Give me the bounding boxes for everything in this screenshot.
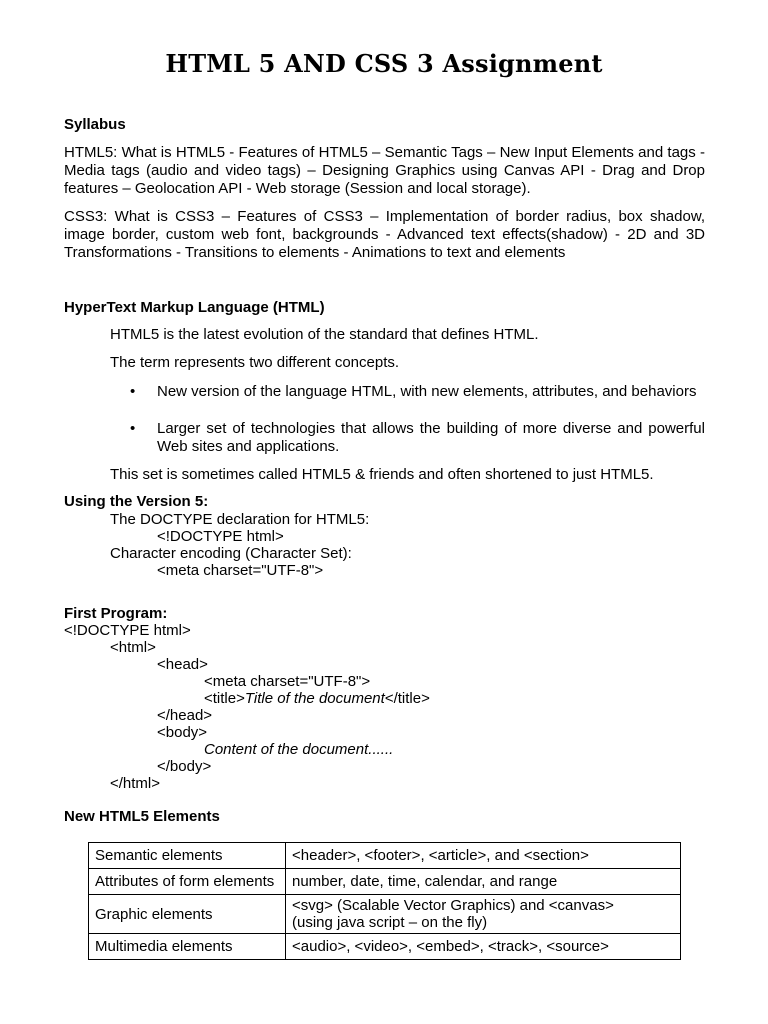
code-fragment: <title> (204, 690, 245, 707)
version5-line: The DOCTYPE declaration for HTML5: (110, 511, 370, 528)
table-cell-items: <header>, <footer>, <article>, and <section> (286, 843, 681, 869)
first-program-heading: First Program: (64, 605, 168, 622)
table-cell-items: number, date, time, calendar, and range (286, 869, 681, 895)
syllabus-heading: Syllabus (64, 116, 126, 133)
code-fragment-italic: Title of the document (244, 690, 385, 707)
table-cell-items (286, 895, 681, 934)
html-section-paragraph-2: The term represents two different concepts. (110, 354, 400, 371)
html-section-paragraph-1: HTML5 is the latest evolution of the standard that defines HTML. (110, 326, 539, 343)
code-line: Content of the document...... (204, 741, 394, 758)
table-cell-category: Attributes of form elements (89, 869, 286, 895)
table-cell-items: <audio>, <video>, <embed>, <track>, <source> (286, 934, 681, 960)
table-row (89, 843, 681, 869)
bullet-item: New version of the language HTML, with new elements, attributes, and behaviors (157, 383, 697, 400)
table-row (89, 895, 681, 934)
table-cell-items-line: (using java script – on the fly) (292, 914, 488, 931)
bullet-dot: • (130, 383, 136, 400)
new-elements-table (88, 842, 681, 960)
code-line: <html> (110, 639, 156, 656)
bullet-dot: • (130, 420, 136, 437)
code-line: </body> (157, 758, 212, 775)
code-line-title (204, 690, 430, 708)
code-fragment: </title> (384, 690, 430, 707)
table-cell-items-line: <svg> (Scalable Vector Graphics) and <canvas> (292, 897, 614, 914)
code-line: </html> (110, 775, 161, 792)
table-cell-category: Semantic elements (89, 843, 286, 869)
bullet-item: Larger set of technologies that allows the building of more diverse and powerful Web sites and applications. (157, 420, 705, 455)
syllabus-html5-paragraph: HTML5: What is HTML5 - Features of HTML5 – Semantic Tags – New Input Elements and tags - Media tags (audio and video tags) – Designing Graphics using Canvas API - Drag and Drop features – Geolocation API - Web storage (Session and local storage). (64, 144, 705, 197)
new-elements-heading: New HTML5 Elements (64, 808, 220, 825)
version5-line: Character encoding (Character Set): (110, 545, 352, 562)
html-section-paragraph-3: This set is sometimes called HTML5 & friends and often shortened to just HTML5. (110, 466, 654, 483)
code-line: </head> (157, 707, 213, 724)
html-section-heading: HyperText Markup Language (HTML) (64, 299, 325, 316)
version5-code-line: <meta charset="UTF-8"> (157, 562, 324, 579)
code-line: <!DOCTYPE html> (64, 622, 191, 639)
table-cell-category: Multimedia elements (89, 934, 286, 960)
code-line: <meta charset="UTF-8"> (204, 673, 371, 690)
syllabus-css3-paragraph: CSS3: What is CSS3 – Features of CSS3 – Implementation of border radius, box shadow, image border, custom web font, backgrounds - Advanced text effects(shadow) - 2D and 3D Transformations - Transitions to elements - Animations to text and elements (64, 208, 705, 261)
table-row (89, 869, 681, 895)
code-line: <body> (157, 724, 208, 741)
page-title: HTML 5 AND CSS 3 Assignment (165, 49, 603, 78)
table-row (89, 934, 681, 960)
version5-code-line: <!DOCTYPE html> (157, 528, 284, 545)
code-line: <head> (157, 656, 208, 673)
table-cell-category: Graphic elements (89, 895, 286, 934)
version5-heading: Using the Version 5: (64, 493, 209, 510)
